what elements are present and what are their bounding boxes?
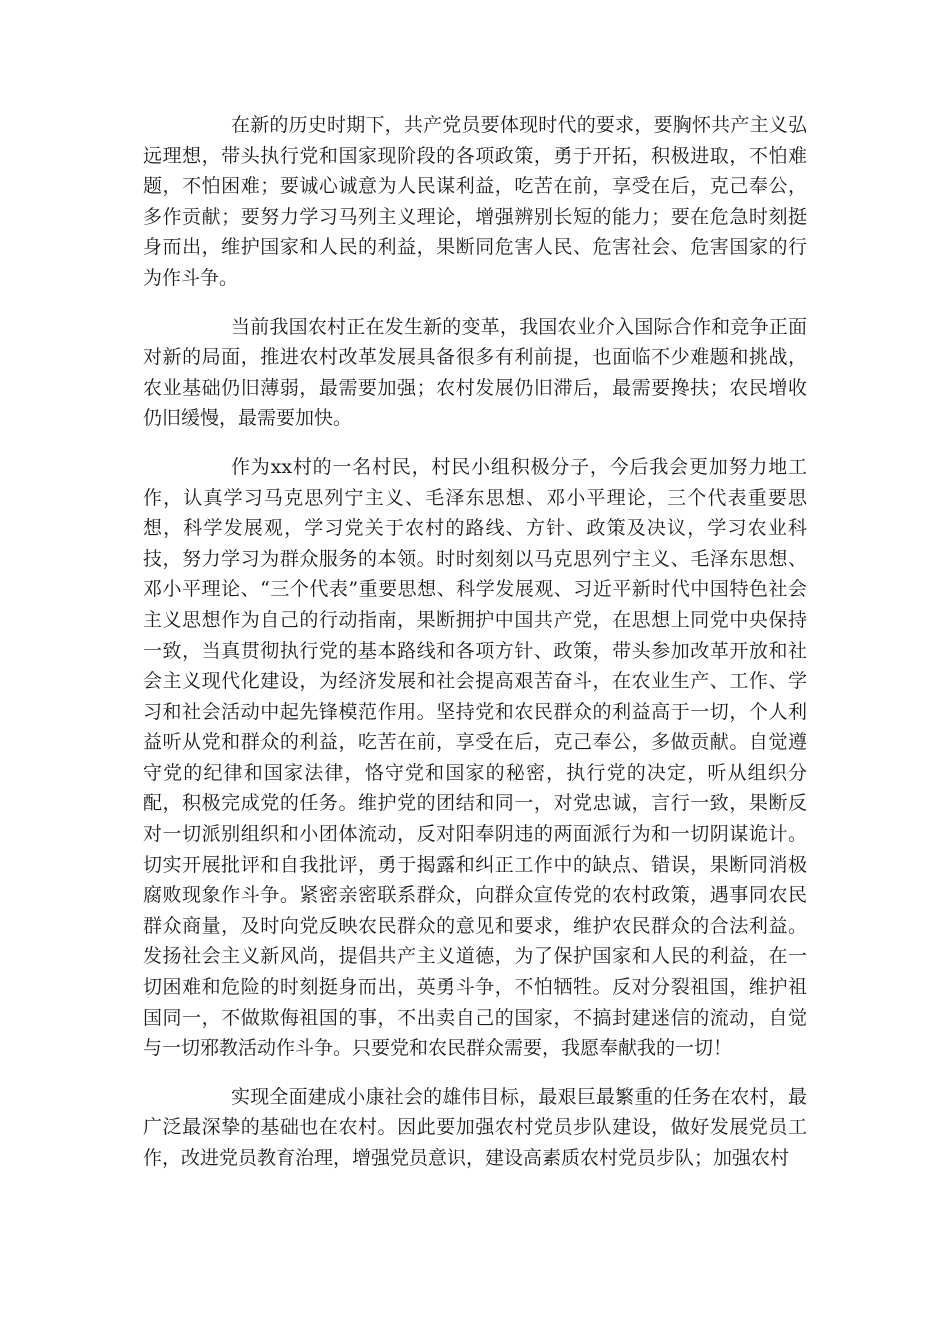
paragraph-4: 实现全面建成小康社会的雄伟目标，最艰巨最繁重的任务在农村，最广泛最深挚的基础也在农村。因此要加强农村党员步队建设，做好发展党员工作，改进党员教育治理，增强党员意识，建设高素质农村党员步队；加强农村: [143, 1085, 807, 1169]
paragraph-2: 当前我国农村正在发生新的变革，我国农业介入国际合作和竞争正面对新的局面，推进农村改革发展具备很多有利前提，也面临不少难题和挑战，农业基础仍旧薄弱，最需要加强；农村发展仍旧滞后，最需要搀扶；农民增收仍旧缓慢，最需要加快。: [143, 315, 807, 430]
paragraph-1: 在新的历史时期下，共产党员要体现时代的要求，要胸怀共产主义弘远理想，带头执行党和国家现阶段的各项政策，勇于开拓，积极进取，不怕难题，不怕困难；要诚心诚意为人民谋利益，吃苦在前，享受在后，克己奉公，多作贡献；要努力学习马列主义理论，增强辨别长短的能力；要在危急时刻挺身而出，维护国家和人民的利益，果断同危害人民、危害社会、危害国家的行为作斗争。: [143, 114, 807, 289]
document-body: [143, 110, 807, 1192]
paragraph-3: 作为xx村的一名村民，村民小组积极分子，今后我会更加努力地工作，认真学习马克思列宁主义、毛泽东思想、邓小平理论，三个代表重要思想，科学发展观，学习党关于农村的路线、方针、政策及决议，学习农业科技，努力学习为群众服务的本领。时时刻刻以马克思列宁主义、毛泽东思想、邓小平理论、“三个代表”重要思想、科学发展观、习近平新时代中国特色社会主义思想作为自己的行动指南，果断拥护中国共产党，在思想上同党中央保持一致，当真贯彻执行党的基本路线和各项方针、政策，带头参加改革开放和社会主义现代化建设，为经济发展和社会提高艰苦奋斗，在农业生产、工作、学习和社会活动中起先锋模范作用。坚持党和农民群众的利益高于一切，个人利益听从党和群众的利益，吃苦在前，享受在后，克己奉公，多做贡献。自觉遵守党的纪律和国家法律，恪守党和国家的秘密，执行党的决定，听从组织分配，积极完成党的任务。维护党的团结和同一，对党忠诚，言行一致，果断反对一切派别组织和小团体流动，反对阳奉阴违的两面派行为和一切阴谋诡计。切实开展批评和自我批评，勇于揭露和纠正工作中的缺点、错误，果断同消极腐败现象作斗争。紧密亲密联系群众，向群众宣传党的农村政策，遇事同农民群众商量，及时向党反映农民群众的意见和要求，维护农民群众的合法利益。发扬社会主义新风尚，提倡共产主义道德，为了保护国家和人民的利益，在一切困难和危险的时刻挺身而出，英勇斗争，不怕牺牲。反对分裂祖国，维护祖国同一，不做欺侮祖国的事，不出卖自己的国家，不搞封建迷信的流动，自觉与一切邪教活动作斗争。只要党和农民群众需要，我愿奉献我的一切！: [143, 455, 807, 1060]
